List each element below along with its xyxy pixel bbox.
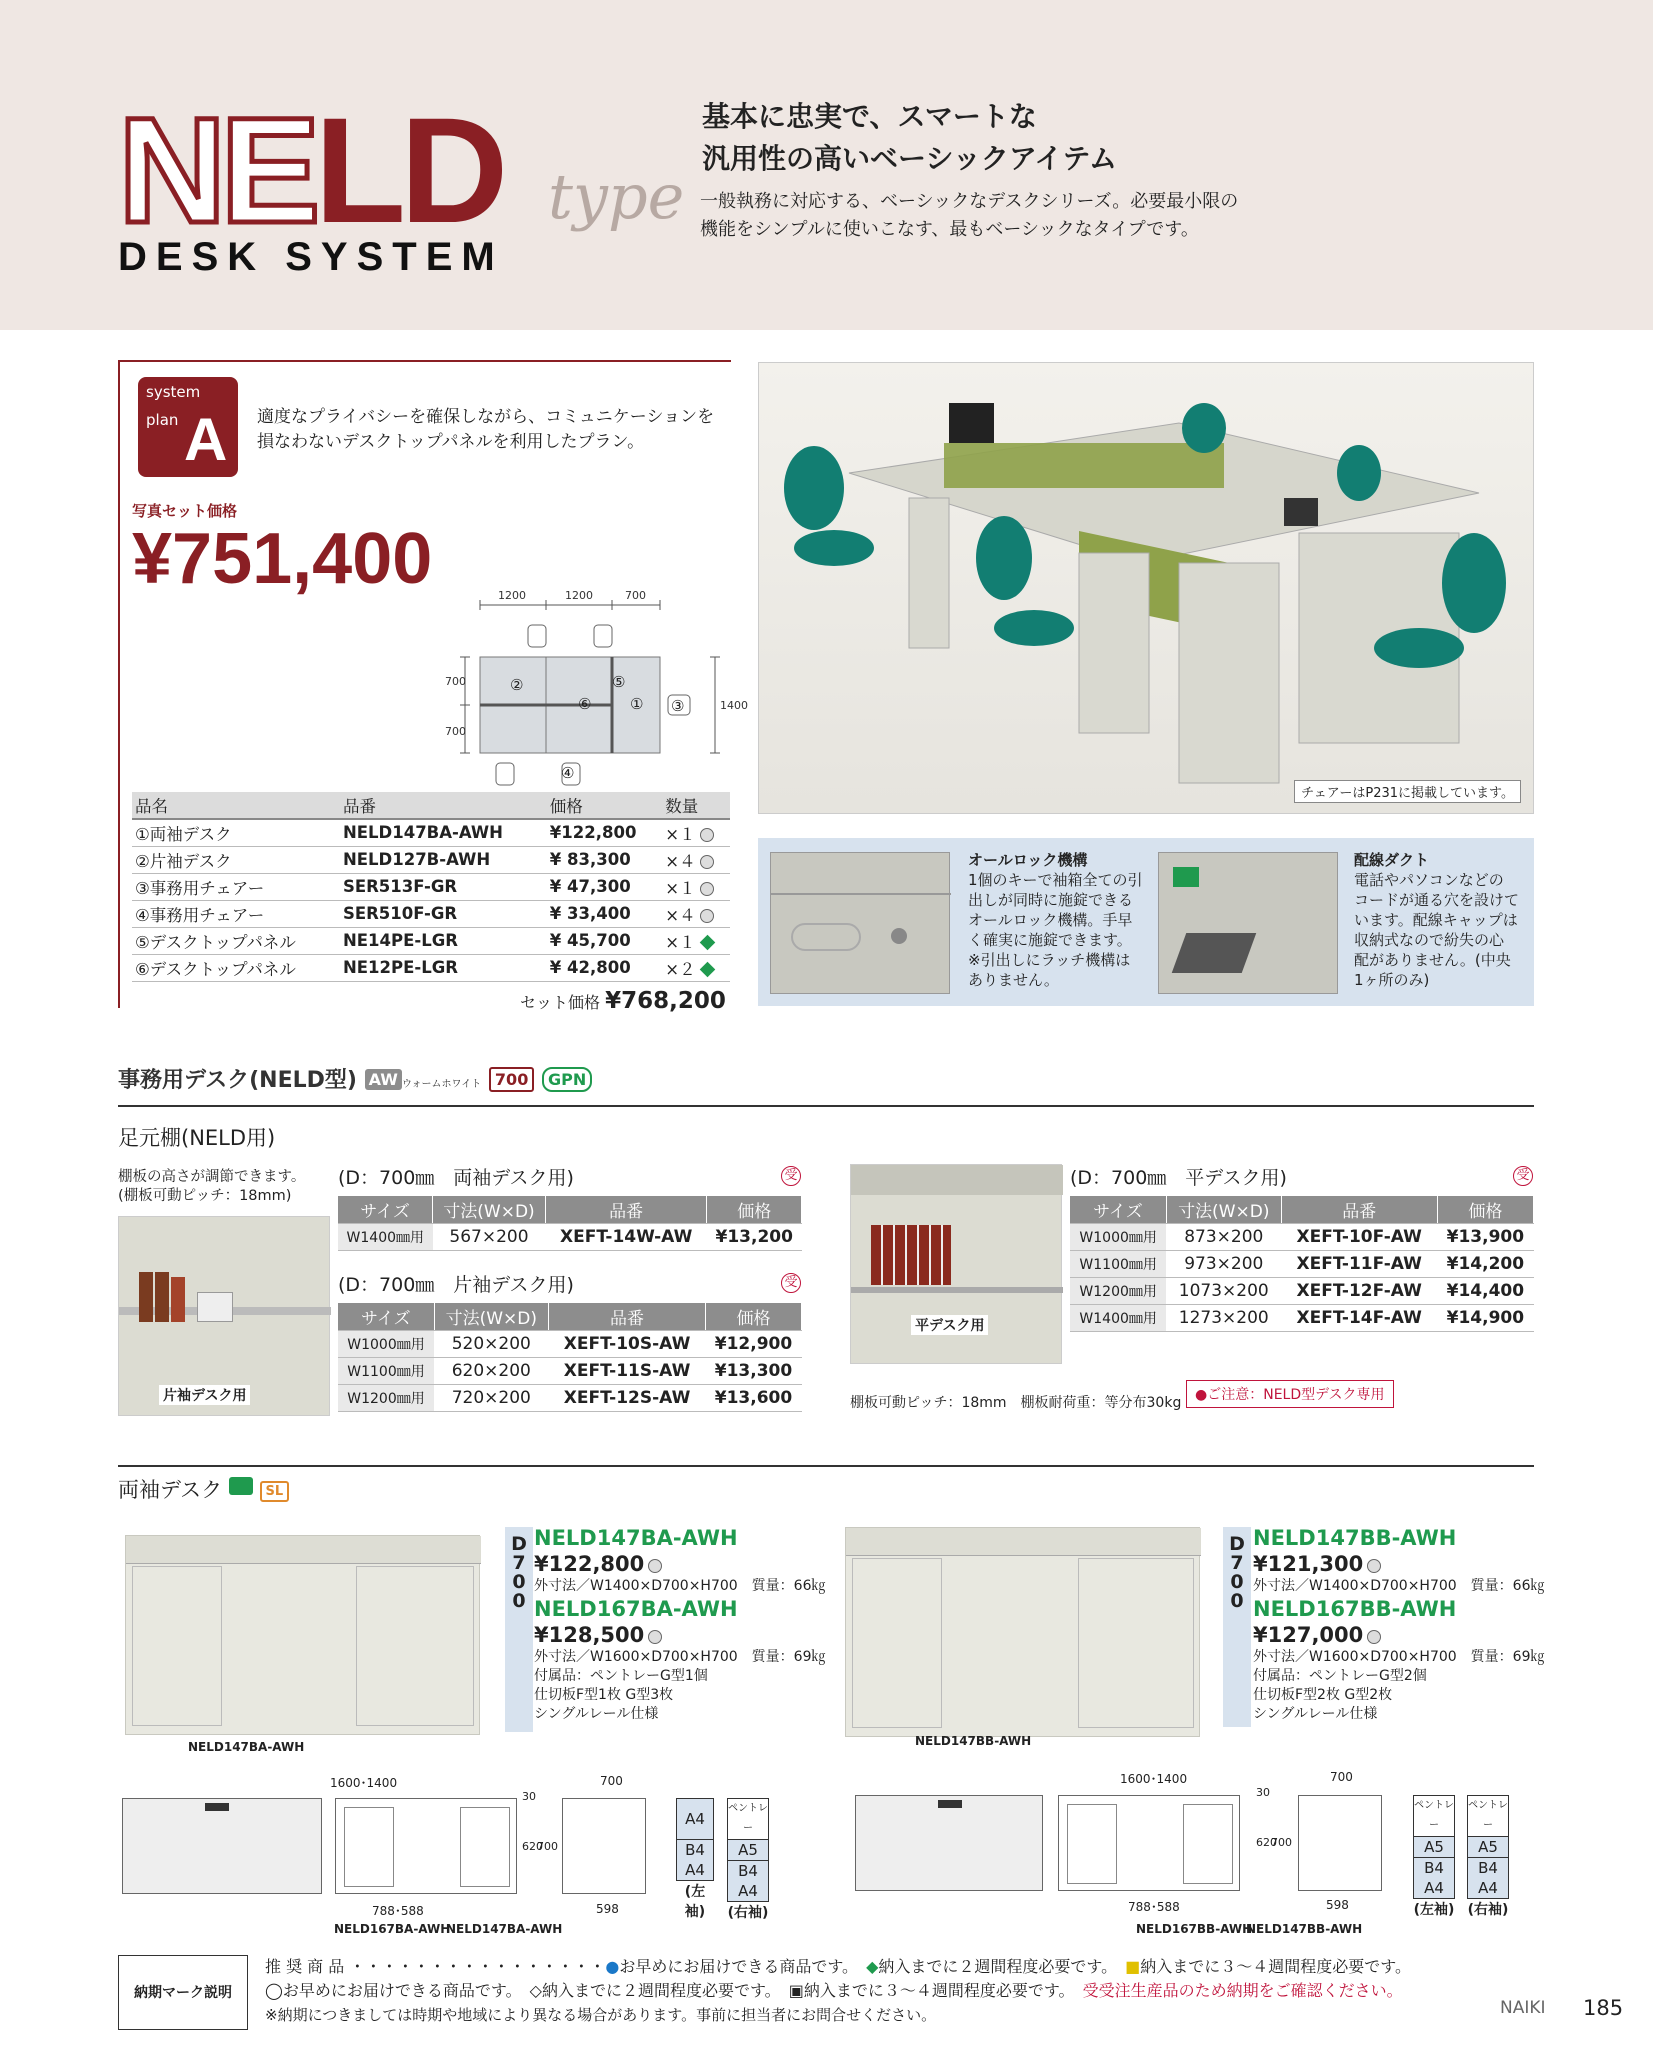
key-lock-icon	[891, 928, 907, 944]
diamond-mark-icon	[699, 934, 715, 950]
circle-mark-icon	[700, 909, 714, 923]
footshelf-table-single: サイズ 寸法(W×D) 品番 価格 W1000㎜用 520×200 XEFT-10S-AW ¥12,900 W1100㎜用 620×200 XEFT-11S-AW ¥13,300 W1200㎜用 720×200 XEFT-12S-AW ¥13,600	[338, 1303, 802, 1412]
feature-lock: オールロック機構 1個のキーで袖箱全ての引 出しが同時に施錠できる オールロック機構。手早 く確実に施錠できます。 ※引出しにラッチ機構は ありません。	[968, 851, 1143, 989]
desk-photo-left	[125, 1535, 480, 1735]
front-view-right	[1058, 1795, 1240, 1891]
page-number: 185	[1583, 1996, 1624, 2020]
section-title: 事務用デスク(NELD型) AW ウォームホワイト 700 GPN	[118, 1063, 592, 1094]
circle-mark-icon	[700, 882, 714, 896]
pitch-note: 棚板可動ピッチ：18mm 棚板耐荷重：等分布30kg	[850, 1395, 1182, 1411]
d700-bar: D 7 0 0	[1223, 1527, 1251, 1727]
plan-parts-table: 品名 品番 価格 数量 ①両袖デスク NELD147BA-AWH ¥122,800 ×１ ②片袖デスク NELD127B-AWH ¥ 83,300 ×４ ③事務用チェアー SER513F-GR ¥ 47,300 ×１ ④事務用チェアー SER510F-GR ¥ 33,400 ×４ ⑤デスクトップパネル NE14PE-LGR ¥ 45,700 ×１ ⑥デスクトップパネル NE12PE-LGR ¥ 42,800 ×２	[132, 792, 730, 982]
chair-note: チェアーはP231に掲載しています。	[1294, 780, 1521, 803]
desk-caption: NELD147BB-AWH	[915, 1734, 1032, 1748]
svg-text:700: 700	[625, 589, 646, 602]
top-view-left	[122, 1798, 322, 1894]
photo-price: ¥751,400	[132, 519, 433, 599]
green-mark-icon	[229, 1477, 253, 1495]
order-mark-icon: 受	[781, 1273, 801, 1293]
footshelf-photo-2: 平デスク用	[850, 1164, 1062, 1364]
intro-text: 一般執務に対応する、ベーシックなデスクシリーズ。必要最小限の 機能をシンプルに使いこなす、最もベーシックなタイプです。	[700, 191, 1239, 240]
caution-note: ●ご注意：NELD型デスク専用	[1186, 1380, 1394, 1408]
svg-text:⑥: ⑥	[578, 695, 592, 713]
brand-footer: NAIKI	[1500, 1998, 1546, 2018]
table-row: ①両袖デスク NELD147BA-AWH ¥122,800 ×１	[132, 819, 730, 846]
desk-caption: NELD147BA-AWH	[188, 1740, 305, 1754]
office-illustration	[759, 363, 1535, 815]
product-right: NELD147BB-AWH ¥121,300 外寸法／W1400×D700×H700 質量：66㎏ NELD167BB-AWH ¥127,000 外寸法／W1600×D700×H700 質量：69㎏ 付属品：ペントレーG型2個 仕切板F型2枚 G型2枚 シングルレール仕様	[1253, 1526, 1545, 1722]
neld-logo: NELD	[118, 86, 503, 254]
green-mark-icon	[1173, 867, 1199, 887]
diamond-mark-icon	[699, 961, 715, 977]
duct-photo	[1158, 852, 1338, 994]
circle-mark-icon	[648, 1559, 662, 1573]
desk-photo-right	[845, 1527, 1200, 1737]
tagline: 基本に忠実で、スマートな 汎用性の高いベーシックアイテム	[702, 100, 1117, 175]
order-mark-icon: 受	[1513, 1166, 1533, 1186]
office-photo	[758, 362, 1534, 814]
svg-text:②: ②	[510, 676, 524, 694]
yellow-square-icon: ■	[1125, 1957, 1141, 1976]
delivery-legend: 推 奨 商 品 ・・・・・・・・・・・・・・・・●お早めにお届けできる商品です。 ◆納入までに２週間程度必要です。 ■納入までに３～４週間程度必要です。 ◯お早めにお届けできる商品です。 ◇納入までに２週間程度必要です。 ▣納入までに３～４週間程度必要です。 受受注生産品のため納期をご確認ください。 ※納期につきましては時期や地域により異なる場合があります。事前に担当者にお問合せください。	[265, 1957, 1411, 2024]
green-diamond-icon: ◆	[866, 1957, 879, 1976]
table-row: W1400㎜用 1273×200 XEFT-14F-AW ¥14,900	[1070, 1304, 1534, 1331]
photo-price-label: 写真セット価格	[132, 502, 238, 520]
side-view-right	[1298, 1795, 1382, 1891]
svg-text:1400: 1400	[720, 699, 748, 712]
side-view-left	[562, 1798, 646, 1894]
features-panel	[758, 838, 1534, 1006]
order-mark-icon: 受	[781, 1166, 801, 1186]
logo-type-word: type	[548, 160, 685, 233]
lock-photo	[770, 852, 950, 994]
t1-title: (D：700㎜ 両袖デスク用)	[338, 1167, 574, 1189]
table-row: W1000㎜用 520×200 XEFT-10S-AW ¥12,900	[338, 1330, 802, 1357]
footshelf-table-double: サイズ 寸法(W×D) 品番 価格 W1400㎜用 567×200 XEFT-14W-AW ¥13,200	[338, 1196, 802, 1251]
product-left: NELD147BA-AWH ¥122,800 外寸法／W1400×D700×H700 質量：66㎏ NELD167BA-AWH ¥128,500 外寸法／W1600×D700×H700 質量：69㎏ 付属品：ペントレーG型1個 仕切板F型1枚 G型3枚 シングルレール仕様	[534, 1526, 826, 1722]
dim-top: 1600･1400	[330, 1776, 398, 1790]
gpn-icon: GPN	[542, 1067, 592, 1092]
double-desk-title: 両袖デスク SL	[118, 1474, 289, 1504]
divider	[118, 1465, 1534, 1467]
table-row: ③事務用チェアー SER513F-GR ¥ 47,300 ×１	[132, 873, 730, 900]
circle-mark-icon	[1367, 1630, 1381, 1644]
drawer-box-right: ペントレー A5 B4 A4 (右袖)	[1467, 1795, 1509, 1919]
table-row: W1100㎜用 620×200 XEFT-11S-AW ¥13,300	[338, 1357, 802, 1384]
layout-diagram	[440, 585, 748, 782]
table-row: W1100㎜用 973×200 XEFT-11F-AW ¥14,200	[1070, 1250, 1534, 1277]
legend-title: 納期マーク説明	[118, 1955, 248, 2030]
table-row: ⑤デスクトップパネル NE14PE-LGR ¥ 45,700 ×１	[132, 927, 730, 954]
footshelf-photo-1: 片袖デスク用	[118, 1216, 330, 1416]
svg-text:700: 700	[445, 675, 466, 688]
t3-title: (D：700㎜ 平デスク用)	[1070, 1167, 1287, 1189]
table-row: W1400㎜用 567×200 XEFT-14W-AW ¥13,200	[338, 1223, 802, 1250]
drawer-box-left: ペントレー A5 B4 A4 (左袖)	[1413, 1795, 1455, 1919]
table-row: ⑥デスクトップパネル NE12PE-LGR ¥ 42,800 ×２	[132, 954, 730, 981]
700-icon: 700	[489, 1067, 534, 1092]
plan-badge: system plan A	[138, 377, 238, 477]
table-row: ④事務用チェアー SER510F-GR ¥ 33,400 ×４	[132, 900, 730, 927]
phone-icon	[1172, 933, 1257, 973]
svg-text:700: 700	[445, 725, 466, 738]
top-view-right	[855, 1795, 1043, 1891]
circle-mark-icon	[700, 855, 714, 869]
table-row: W1200㎜用 1073×200 XEFT-12F-AW ¥14,400	[1070, 1277, 1534, 1304]
blue-circle-icon: ●	[605, 1957, 620, 1976]
feature-duct: 配線ダクト 電話やパソコンなどの コードが通る穴を設けて います。配線キャップは 収納式なので紛失の心 配がありません。(中央 1ヶ所のみ)	[1354, 851, 1520, 989]
svg-text:1200: 1200	[565, 589, 593, 602]
table-row: ②片袖デスク NELD127B-AWH ¥ 83,300 ×４	[132, 846, 730, 873]
divider	[118, 1105, 1534, 1107]
plan-description: 適度なプライバシーを確保しながら、コミュニケーションを 損なわないデスクトップパネルを利用したプラン。	[257, 407, 715, 452]
svg-text:③: ③	[671, 697, 685, 715]
sl-icon: SL	[260, 1481, 290, 1502]
svg-text:①: ①	[630, 695, 644, 713]
t2-title: (D：700㎜ 片袖デスク用)	[338, 1274, 574, 1296]
drawer-box-left: A4 B4 A4 (左袖)	[676, 1798, 714, 1921]
circle-mark-icon	[1367, 1559, 1381, 1573]
footshelf-table-flat: サイズ 寸法(W×D) 品番 価格 W1000㎜用 873×200 XEFT-10F-AW ¥13,900 W1100㎜用 973×200 XEFT-11F-AW ¥14,200 W1200㎜用 1073×200 XEFT-12F-AW ¥14,400 W1400㎜用 1273×200 XEFT-14F-AW ¥14,900	[1070, 1196, 1534, 1332]
footshelf-title: 足元棚(NELD用)	[118, 1126, 276, 1150]
svg-text:1200: 1200	[498, 589, 526, 602]
set-price: セット価格 ¥768,200	[520, 988, 726, 1014]
svg-text:⑤: ⑤	[612, 673, 626, 691]
front-view-left	[335, 1798, 517, 1894]
footshelf-note: 棚板の高さが調節できます。 (棚板可動ピッチ：18mm)	[118, 1169, 306, 1204]
circle-mark-icon	[700, 828, 714, 842]
desk-system-title: DESK SYSTEM	[118, 235, 504, 279]
table-row: W1200㎜用 720×200 XEFT-12S-AW ¥13,600	[338, 1384, 802, 1411]
aw-icon: AW	[365, 1069, 402, 1090]
circle-mark-icon	[648, 1630, 662, 1644]
table-row: W1000㎜用 873×200 XEFT-10F-AW ¥13,900	[1070, 1223, 1534, 1250]
drawer-box-right: ペントレー A5 B4 A4 (右袖)	[727, 1798, 769, 1922]
d700-bar: D 7 0 0	[505, 1527, 533, 1732]
svg-text:④: ④	[561, 764, 575, 782]
